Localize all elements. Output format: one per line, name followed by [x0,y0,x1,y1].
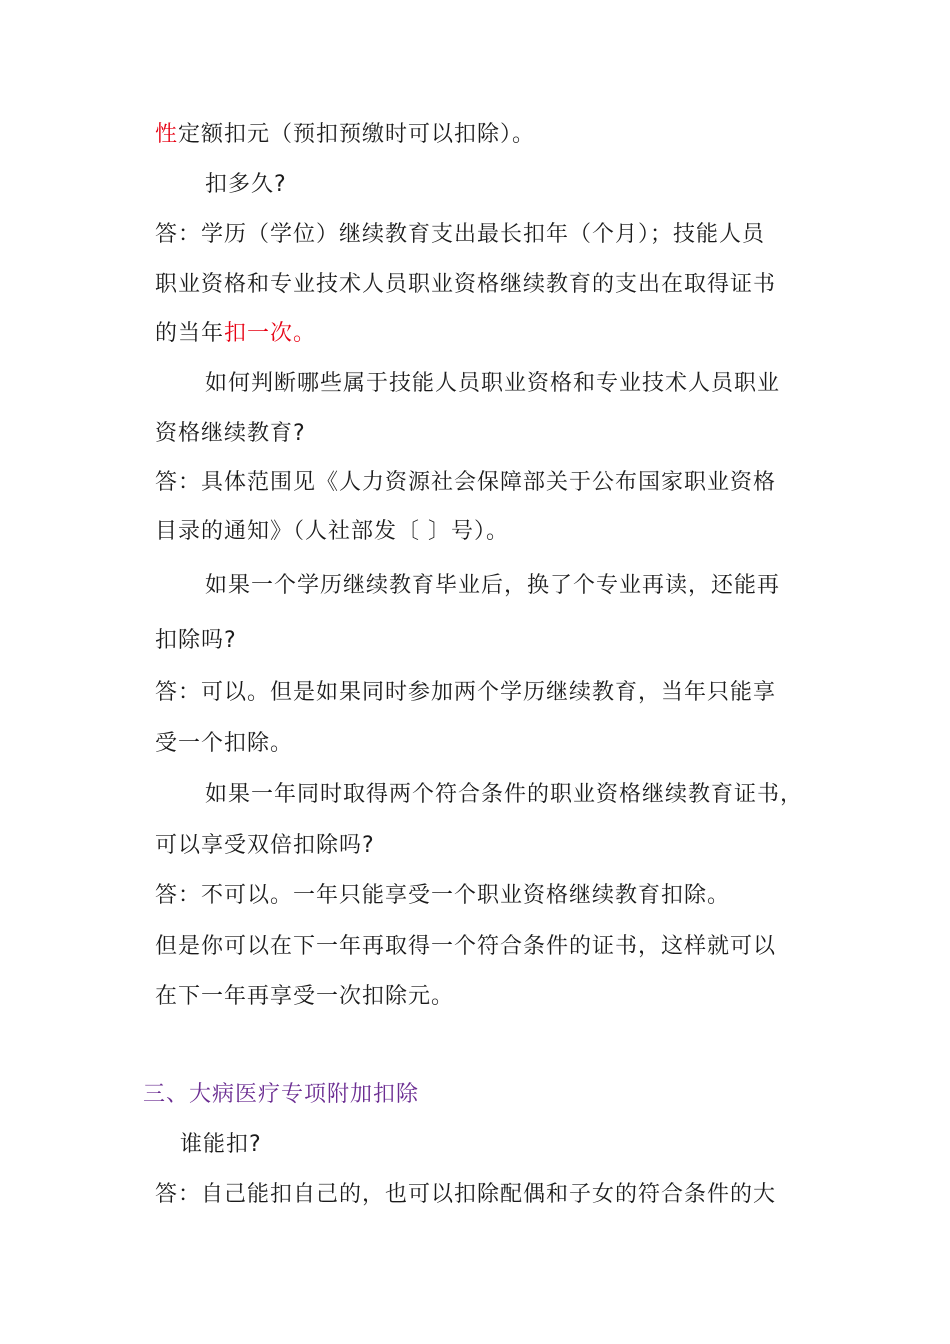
highlighted-text: 性 [155,122,179,147]
highlighted-text: 扣一次。 [224,321,317,346]
paragraph-line [155,120,535,150]
answer-line: 答：学历（学位）继续教育支出最长扣年（个月）；技能人员 [155,222,766,247]
paragraph-line: 在下一年再享受一次扣除元。 [155,984,455,1009]
answer-line: 答：可以。但是如果同时参加两个学历继续教育，当年只能享 [155,680,777,705]
paragraph-line: 目录的通知》（人社部发〔 〕号）。 [155,519,509,544]
answer-line: 答：自己能扣自己的，也可以扣除配偶和子女的符合条件的大 [155,1182,777,1207]
text-run: 定额扣元（预扣预缴时可以扣除）。 [178,122,536,147]
answer-line: 答：不可以。一年只能享受一个职业资格继续教育扣除。 [155,883,731,908]
question-line: 如何判断哪些属于技能人员职业资格和专业技术人员职业 [205,371,781,396]
paragraph-line: 扣除吗? [155,628,237,653]
question-line: 扣多久? [205,172,287,197]
paragraph-line: 但是你可以在下一年再取得一个符合条件的证书，这样就可以 [155,934,777,959]
question-line: 如果一年同时取得两个符合条件的职业资格继续教育证书， [205,782,804,807]
question-line: 谁能扣? [180,1132,262,1157]
paragraph-line: 受一个扣除。 [155,731,294,756]
question-line: 如果一个学历继续教育毕业后，换了个专业再读，还能再 [205,573,781,598]
paragraph-line: 资格继续教育? [155,421,306,446]
paragraph-line: 职业资格和专业技术人员职业资格继续教育的支出在取得证书 [155,272,777,297]
answer-line: 答：具体范围见《人力资源社会保障部关于公布国家职业资格 [155,470,777,495]
paragraph-line [155,319,316,349]
paragraph-line: 可以享受双倍扣除吗? [155,833,375,858]
section-heading: 三、大病医疗专项附加扣除 [143,1082,420,1107]
text-run: 的当年 [155,321,225,346]
